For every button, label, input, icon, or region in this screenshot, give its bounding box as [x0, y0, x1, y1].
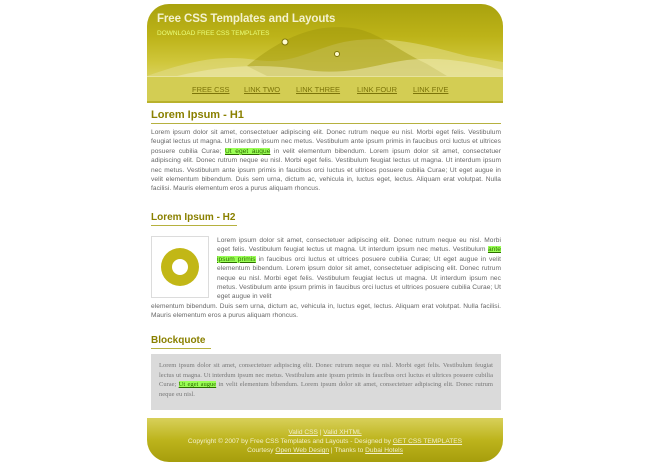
paragraph-text: Lorem ipsum dolor sit amet, consectetuer adipiscing elit. Donec rutrum neque eu nisl. Morbi eget felis. Vestibulum feugiat lectus ut magna. Ut interdum ipsum nec metus. Vestibulum ante ipsum primis in faucibus orci luctus et ultrices posuere cubilia Curae; — [151, 129, 501, 155]
heading-divider — [151, 225, 237, 226]
hosting-link[interactable]: Dubai Hotels — [365, 447, 403, 454]
footer-credits — [147, 447, 503, 454]
nav-link-three[interactable]: LINK THREE — [296, 85, 341, 94]
valid-css-link[interactable]: Valid CSS — [288, 429, 318, 436]
decorative-image — [151, 236, 209, 298]
blockquote — [151, 354, 501, 410]
inline-link[interactable]: Ut eget augue — [178, 381, 217, 389]
heading-h1: Lorem Ipsum - H1 — [151, 109, 244, 121]
nav-link-free-css[interactable]: FREE CSS — [192, 85, 230, 94]
designer-link[interactable]: GET CSS TEMPLATES — [392, 438, 463, 445]
footer — [147, 418, 503, 462]
header-banner — [147, 4, 503, 76]
separator: | — [330, 447, 333, 454]
paragraph-text: elementum bibendum. Duis sem urna, dictum ac, vehicula in, luctus eget, lectus. Aliquam erat volutpat. Nulla facilisi. Mauris elementum eros a purus aliquam rhoncus. — [151, 303, 501, 320]
paragraph-continued — [151, 302, 501, 321]
blockquote-text — [159, 361, 493, 399]
blockquote-span: in velit elementum bibendum. Lorem ipsum dolor sit amet, consectetuer adipiscing elit. Donec rutrum neque eu nisl. — [159, 381, 493, 398]
copyright-text: Copyright © 2007 by Free CSS Templates and Layouts - Designed by — [187, 438, 391, 445]
dot-icon — [335, 52, 340, 57]
heading-divider — [151, 123, 501, 124]
courtesy-link[interactable]: Open Web Design — [275, 447, 330, 454]
nav-link-two[interactable]: LINK TWO — [244, 85, 281, 94]
nav-link-four[interactable]: LINK FOUR — [357, 85, 398, 94]
site-subtitle: DOWNLOAD FREE CSS TEMPLATES — [157, 30, 270, 37]
nav-link-five[interactable]: LINK FIVE — [413, 85, 449, 94]
main-nav — [147, 76, 503, 103]
paragraph-intro — [151, 128, 501, 194]
page-wrapper — [147, 0, 503, 469]
courtesy-text: Courtesy — [247, 447, 274, 454]
valid-xhtml-link[interactable]: Valid XHTML — [323, 429, 362, 436]
paragraph-text: Lorem ipsum dolor sit amet, consectetuer adipiscing elit. Donec rutrum neque eu nisl. Morbi eget felis. Vestibulum feugiat lectus ut magna. Ut interdum ipsum nec metus. Vestibulum — [217, 237, 501, 254]
ring-icon — [152, 237, 208, 297]
footer-copyright — [147, 438, 503, 445]
inline-link[interactable]: ante ipsum primis — [217, 246, 501, 263]
dot-icon — [282, 39, 288, 45]
heading-divider — [151, 348, 211, 349]
inline-link[interactable]: Ut eget augue — [224, 147, 271, 155]
blockquote-span: Lorem ipsum dolor sit amet, consectetuer adipiscing elit. Donec rutrum neque eu nisl. Morbi eget felis. Vestibulum feugiat lectus ut magna. Ut interdum ipsum nec metus. Vestibulum ante ipsum primis in faucibus orci luctus et ultrices posuere cubilia Curae; — [159, 362, 493, 389]
heading-blockquote: Blockquote — [151, 335, 206, 346]
footer-validation — [147, 429, 503, 436]
separator: | — [319, 429, 322, 436]
paragraph-text: in faucibus orci luctus et ultrices posuere cubilia Curae; Ut eget augue in velit elementum bibendum. Lorem ipsum dolor sit amet, consectetuer adipiscing elit. Donec rutrum neque eu nisl. Morbi eget felis. Vestibulum feugiat lectus ut magna. Ut interdum ipsum nec metus. Vestibulum ante ipsum primis in faucibus orci luctus et ultrices posuere cubilia Curae; Ut eget augue in velit — [217, 255, 501, 301]
heading-h2: Lorem Ipsum - H2 — [151, 212, 236, 223]
site-title[interactable]: Free CSS Templates and Layouts — [157, 13, 336, 25]
paragraph-with-image — [217, 236, 501, 302]
thanks-text: Thanks to — [334, 447, 364, 454]
paragraph-text: in velit elementum bibendum. Lorem ipsum dolor sit amet, consectetuer adipiscing elit. Donec rutrum neque eu nisl. Morbi eget felis. Vestibulum feugiat lectus ut magna. Ut interdum ipsum nec metus. Vestibulum ante ipsum primis in faucibus orci luctus et ultrices posuere cubilia Curae; Ut eget augue in velit elementum bibendum. Duis sem urna, dictum ac, vehicula in, luctus eget, lectus. Aliquam erat volutpat. Nulla facilisi. Mauris elementum eros a purus aliquam rhoncus. — [151, 147, 501, 193]
